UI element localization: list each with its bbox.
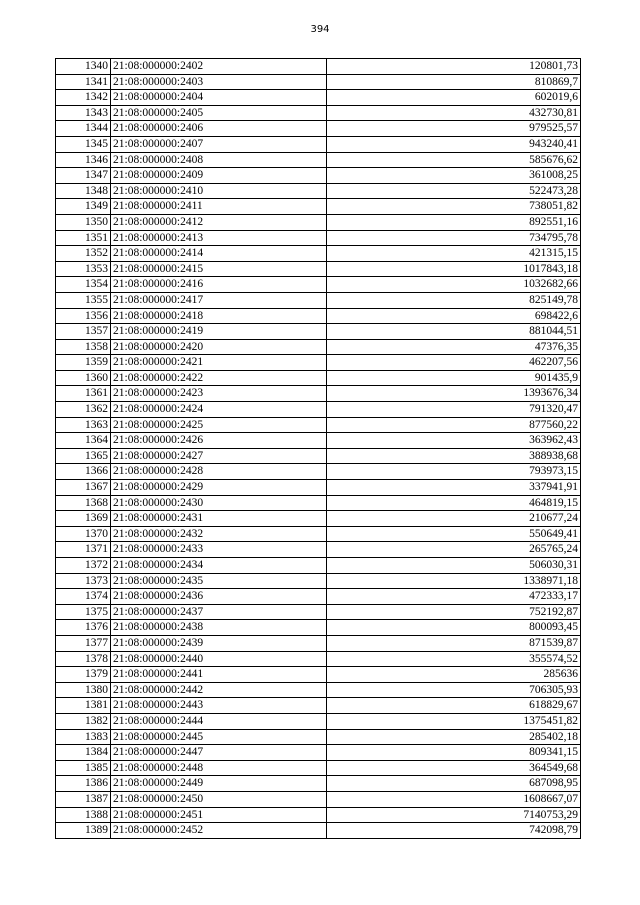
table-row <box>56 698 581 714</box>
row-number: 1343 <box>56 105 111 121</box>
cadastral-value: 800093,45 <box>327 620 581 636</box>
table-row <box>56 74 581 90</box>
cadastral-number: 21:08:000000:2447 <box>111 745 327 761</box>
cadastral-number: 21:08:000000:2431 <box>111 511 327 527</box>
table-row <box>56 464 581 480</box>
cadastral-number: 21:08:000000:2427 <box>111 448 327 464</box>
cadastral-number: 21:08:000000:2409 <box>111 168 327 184</box>
cadastral-value: 355574,52 <box>327 651 581 667</box>
row-number: 1344 <box>56 121 111 137</box>
row-number: 1377 <box>56 635 111 651</box>
cadastral-number: 21:08:000000:2434 <box>111 558 327 574</box>
cadastral-value: 210677,24 <box>327 511 581 527</box>
cadastral-value: 602019,6 <box>327 90 581 106</box>
row-number: 1342 <box>56 90 111 106</box>
row-number: 1356 <box>56 308 111 324</box>
table-row <box>56 168 581 184</box>
row-number: 1375 <box>56 604 111 620</box>
table-row <box>56 713 581 729</box>
cadastral-number: 21:08:000000:2402 <box>111 59 327 75</box>
table-row <box>56 183 581 199</box>
cadastral-number: 21:08:000000:2433 <box>111 542 327 558</box>
cadastral-value: 47376,35 <box>327 339 581 355</box>
row-number: 1347 <box>56 168 111 184</box>
cadastral-value: 752192,87 <box>327 604 581 620</box>
cadastral-value-table <box>55 58 581 839</box>
cadastral-number: 21:08:000000:2423 <box>111 386 327 402</box>
cadastral-value: 734795,78 <box>327 230 581 246</box>
cadastral-value: 285636 <box>327 667 581 683</box>
row-number: 1353 <box>56 261 111 277</box>
table-row <box>56 386 581 402</box>
cadastral-value: 472333,17 <box>327 589 581 605</box>
table-row <box>56 745 581 761</box>
table-row <box>56 558 581 574</box>
table-row <box>56 355 581 371</box>
row-number: 1379 <box>56 667 111 683</box>
table-row <box>56 807 581 823</box>
cadastral-value: 464819,15 <box>327 495 581 511</box>
table-row <box>56 651 581 667</box>
row-number: 1378 <box>56 651 111 667</box>
row-number: 1360 <box>56 370 111 386</box>
row-number: 1349 <box>56 199 111 215</box>
row-number: 1359 <box>56 355 111 371</box>
cadastral-value: 871539,87 <box>327 635 581 651</box>
cadastral-number: 21:08:000000:2451 <box>111 807 327 823</box>
cadastral-number: 21:08:000000:2449 <box>111 776 327 792</box>
cadastral-number: 21:08:000000:2450 <box>111 791 327 807</box>
table-row <box>56 214 581 230</box>
row-number: 1362 <box>56 402 111 418</box>
row-number: 1346 <box>56 152 111 168</box>
cadastral-number: 21:08:000000:2452 <box>111 823 327 839</box>
row-number: 1355 <box>56 292 111 308</box>
table-row <box>56 246 581 262</box>
cadastral-value: 810869,7 <box>327 74 581 90</box>
cadastral-number: 21:08:000000:2416 <box>111 277 327 293</box>
cadastral-value: 791320,47 <box>327 402 581 418</box>
cadastral-value: 337941,91 <box>327 480 581 496</box>
cadastral-number: 21:08:000000:2406 <box>111 121 327 137</box>
row-number: 1384 <box>56 745 111 761</box>
row-number: 1383 <box>56 729 111 745</box>
cadastral-number: 21:08:000000:2410 <box>111 183 327 199</box>
row-number: 1348 <box>56 183 111 199</box>
cadastral-number: 21:08:000000:2419 <box>111 324 327 340</box>
cadastral-value: 585676,62 <box>327 152 581 168</box>
cadastral-number: 21:08:000000:2420 <box>111 339 327 355</box>
cadastral-value: 825149,78 <box>327 292 581 308</box>
cadastral-number: 21:08:000000:2437 <box>111 604 327 620</box>
row-number: 1389 <box>56 823 111 839</box>
table-row <box>56 90 581 106</box>
table-row <box>56 604 581 620</box>
table-row <box>56 823 581 839</box>
row-number: 1374 <box>56 589 111 605</box>
cadastral-value: 809341,15 <box>327 745 581 761</box>
cadastral-value: 522473,28 <box>327 183 581 199</box>
cadastral-number: 21:08:000000:2404 <box>111 90 327 106</box>
cadastral-value: 1393676,34 <box>327 386 581 402</box>
cadastral-value: 462207,56 <box>327 355 581 371</box>
cadastral-number: 21:08:000000:2441 <box>111 667 327 683</box>
cadastral-number: 21:08:000000:2430 <box>111 495 327 511</box>
table-row <box>56 308 581 324</box>
row-number: 1385 <box>56 760 111 776</box>
table-row <box>56 526 581 542</box>
cadastral-value: 738051,82 <box>327 199 581 215</box>
row-number: 1366 <box>56 464 111 480</box>
cadastral-number: 21:08:000000:2428 <box>111 464 327 480</box>
row-number: 1382 <box>56 713 111 729</box>
cadastral-number: 21:08:000000:2440 <box>111 651 327 667</box>
cadastral-value: 361008,25 <box>327 168 581 184</box>
cadastral-number: 21:08:000000:2408 <box>111 152 327 168</box>
table-row <box>56 667 581 683</box>
table-row <box>56 480 581 496</box>
row-number: 1380 <box>56 682 111 698</box>
row-number: 1341 <box>56 74 111 90</box>
cadastral-number: 21:08:000000:2424 <box>111 402 327 418</box>
cadastral-number: 21:08:000000:2438 <box>111 620 327 636</box>
cadastral-value: 1032682,66 <box>327 277 581 293</box>
table-body <box>56 59 581 839</box>
table-row <box>56 121 581 137</box>
row-number: 1364 <box>56 433 111 449</box>
cadastral-value: 285402,18 <box>327 729 581 745</box>
cadastral-number: 21:08:000000:2442 <box>111 682 327 698</box>
row-number: 1358 <box>56 339 111 355</box>
table-row <box>56 105 581 121</box>
cadastral-number: 21:08:000000:2426 <box>111 433 327 449</box>
row-number: 1350 <box>56 214 111 230</box>
table-row <box>56 511 581 527</box>
row-number: 1372 <box>56 558 111 574</box>
cadastral-number: 21:08:000000:2415 <box>111 261 327 277</box>
cadastral-number: 21:08:000000:2418 <box>111 308 327 324</box>
cadastral-value: 421315,15 <box>327 246 581 262</box>
cadastral-value: 687098,95 <box>327 776 581 792</box>
cadastral-value: 742098,79 <box>327 823 581 839</box>
cadastral-number: 21:08:000000:2439 <box>111 635 327 651</box>
cadastral-number: 21:08:000000:2411 <box>111 199 327 215</box>
table-row <box>56 370 581 386</box>
cadastral-number: 21:08:000000:2405 <box>111 105 327 121</box>
cadastral-value: 432730,81 <box>327 105 581 121</box>
cadastral-value: 388938,68 <box>327 448 581 464</box>
table-row <box>56 760 581 776</box>
row-number: 1357 <box>56 324 111 340</box>
cadastral-value: 979525,57 <box>327 121 581 137</box>
row-number: 1363 <box>56 417 111 433</box>
cadastral-number: 21:08:000000:2403 <box>111 74 327 90</box>
cadastral-value: 363962,43 <box>327 433 581 449</box>
table-row <box>56 448 581 464</box>
table-row <box>56 277 581 293</box>
cadastral-value: 877560,22 <box>327 417 581 433</box>
table-row <box>56 292 581 308</box>
cadastral-number: 21:08:000000:2413 <box>111 230 327 246</box>
table-row <box>56 199 581 215</box>
row-number: 1371 <box>56 542 111 558</box>
table-row <box>56 682 581 698</box>
table-row <box>56 729 581 745</box>
cadastral-number: 21:08:000000:2414 <box>111 246 327 262</box>
row-number: 1365 <box>56 448 111 464</box>
cadastral-value: 506030,31 <box>327 558 581 574</box>
cadastral-number: 21:08:000000:2421 <box>111 355 327 371</box>
cadastral-number: 21:08:000000:2407 <box>111 136 327 152</box>
cadastral-number: 21:08:000000:2445 <box>111 729 327 745</box>
row-number: 1376 <box>56 620 111 636</box>
row-number: 1367 <box>56 480 111 496</box>
cadastral-value: 881044,51 <box>327 324 581 340</box>
row-number: 1386 <box>56 776 111 792</box>
row-number: 1373 <box>56 573 111 589</box>
cadastral-value: 364549,68 <box>327 760 581 776</box>
cadastral-value: 7140753,29 <box>327 807 581 823</box>
row-number: 1340 <box>56 59 111 75</box>
row-number: 1345 <box>56 136 111 152</box>
table-row <box>56 402 581 418</box>
cadastral-number: 21:08:000000:2432 <box>111 526 327 542</box>
cadastral-number: 21:08:000000:2444 <box>111 713 327 729</box>
cadastral-value: 698422,6 <box>327 308 581 324</box>
cadastral-value: 1375451,82 <box>327 713 581 729</box>
row-number: 1388 <box>56 807 111 823</box>
table-row <box>56 433 581 449</box>
cadastral-value: 1338971,18 <box>327 573 581 589</box>
row-number: 1369 <box>56 511 111 527</box>
table-row <box>56 776 581 792</box>
cadastral-value: 706305,93 <box>327 682 581 698</box>
cadastral-value: 901435,9 <box>327 370 581 386</box>
row-number: 1352 <box>56 246 111 262</box>
cadastral-value: 550649,41 <box>327 526 581 542</box>
table-row <box>56 495 581 511</box>
page-number: 394 <box>310 24 330 35</box>
table-row <box>56 635 581 651</box>
cadastral-value: 943240,41 <box>327 136 581 152</box>
table-row <box>56 573 581 589</box>
cadastral-number: 21:08:000000:2417 <box>111 292 327 308</box>
table-row <box>56 152 581 168</box>
cadastral-value: 1017843,18 <box>327 261 581 277</box>
table-row <box>56 589 581 605</box>
table-row <box>56 542 581 558</box>
table-row <box>56 59 581 75</box>
table-row <box>56 136 581 152</box>
table-row <box>56 620 581 636</box>
row-number: 1351 <box>56 230 111 246</box>
cadastral-number: 21:08:000000:2425 <box>111 417 327 433</box>
cadastral-value: 618829,67 <box>327 698 581 714</box>
row-number: 1361 <box>56 386 111 402</box>
cadastral-value: 120801,73 <box>327 59 581 75</box>
table-row <box>56 324 581 340</box>
row-number: 1368 <box>56 495 111 511</box>
table-row <box>56 417 581 433</box>
row-number: 1370 <box>56 526 111 542</box>
cadastral-number: 21:08:000000:2422 <box>111 370 327 386</box>
cadastral-value: 265765,24 <box>327 542 581 558</box>
cadastral-number: 21:08:000000:2448 <box>111 760 327 776</box>
cadastral-number: 21:08:000000:2412 <box>111 214 327 230</box>
table-row <box>56 791 581 807</box>
row-number: 1381 <box>56 698 111 714</box>
table-row <box>56 339 581 355</box>
cadastral-number: 21:08:000000:2436 <box>111 589 327 605</box>
cadastral-number: 21:08:000000:2429 <box>111 480 327 496</box>
table-row <box>56 261 581 277</box>
cadastral-value: 892551,16 <box>327 214 581 230</box>
row-number: 1354 <box>56 277 111 293</box>
cadastral-number: 21:08:000000:2435 <box>111 573 327 589</box>
cadastral-number: 21:08:000000:2443 <box>111 698 327 714</box>
cadastral-value: 793973,15 <box>327 464 581 480</box>
row-number: 1387 <box>56 791 111 807</box>
table-row <box>56 230 581 246</box>
cadastral-value: 1608667,07 <box>327 791 581 807</box>
